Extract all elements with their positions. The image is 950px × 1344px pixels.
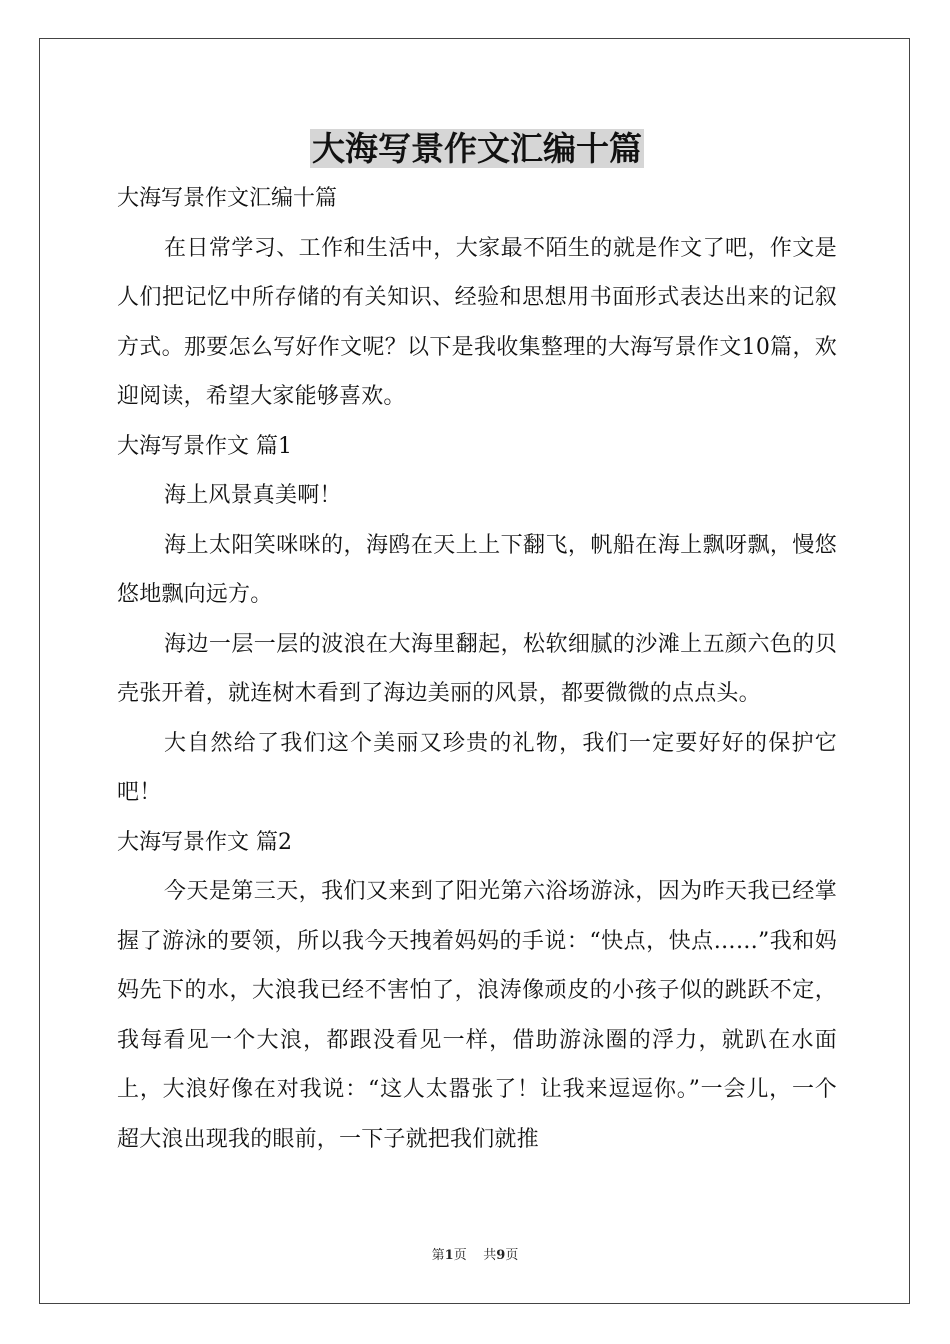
document-title-text: 大海写景作文汇编十篇 <box>312 129 642 168</box>
footer-page-suffix: 页 <box>453 1248 467 1263</box>
page-footer <box>0 1246 950 1266</box>
footer-page-prefix: 第 <box>431 1248 445 1263</box>
section-1-paragraph: 海上太阳笑咪咪的，海鸥在天上上下翻飞，帆船在海上飘呀飘，慢悠悠地飘向远方。 <box>117 532 837 607</box>
footer-total-suffix: 页 <box>505 1248 519 1263</box>
section-heading-1: 大海写景作文 篇1 <box>117 433 292 459</box>
section-heading-2: 大海写景作文 篇2 <box>117 829 292 855</box>
document-subtitle: 大海写景作文汇编十篇 <box>117 186 338 211</box>
footer-page-total: 9 <box>496 1248 506 1263</box>
section-1-paragraph: 海边一层一层的波浪在大海里翻起，松软细腻的沙滩上五颜六色的贝壳张开着，就连树木看到了海边美丽的风景，都要微微的点点头。 <box>117 631 837 706</box>
document-body <box>117 124 837 1164</box>
footer-page-current: 1 <box>444 1248 454 1263</box>
section-1-paragraph: 海上风景真美啊！ <box>164 483 342 508</box>
intro-paragraph: 在日常学习、工作和生活中，大家最不陌生的就是作文了吧，作文是人们把记忆中所存储的有关知识、经验和思想用书面形式表达出来的记叙方式。那要怎么写好作文呢？以下是我收集整理的大海写景作文10篇，欢迎阅读，希望大家能够喜欢。 <box>117 235 837 409</box>
section-2-paragraph: 今天是第三天，我们又来到了阳光第六浴场游泳，因为昨天我已经掌握了游泳的要领，所以我今天拽着妈妈的手说：“快点，快点……”我和妈妈先下的水，大浪我已经不害怕了，浪涛像顽皮的小孩子似的跳跃不定，我每看见一个大浪，都跟没看见一样，借助游泳圈的浮力，就趴在水面上，大浪好像在对我说：“这人太嚣张了！让我来逗逗你。”一会儿，一个超大浪出现我的眼前，一下子就把我们就推 <box>117 879 837 1152</box>
section-1-paragraph: 大自然给了我们这个美丽又珍贵的礼物，我们一定要好好的保护它吧！ <box>117 730 837 805</box>
footer-total-prefix: 共 <box>483 1248 497 1263</box>
document-title <box>117 124 837 174</box>
